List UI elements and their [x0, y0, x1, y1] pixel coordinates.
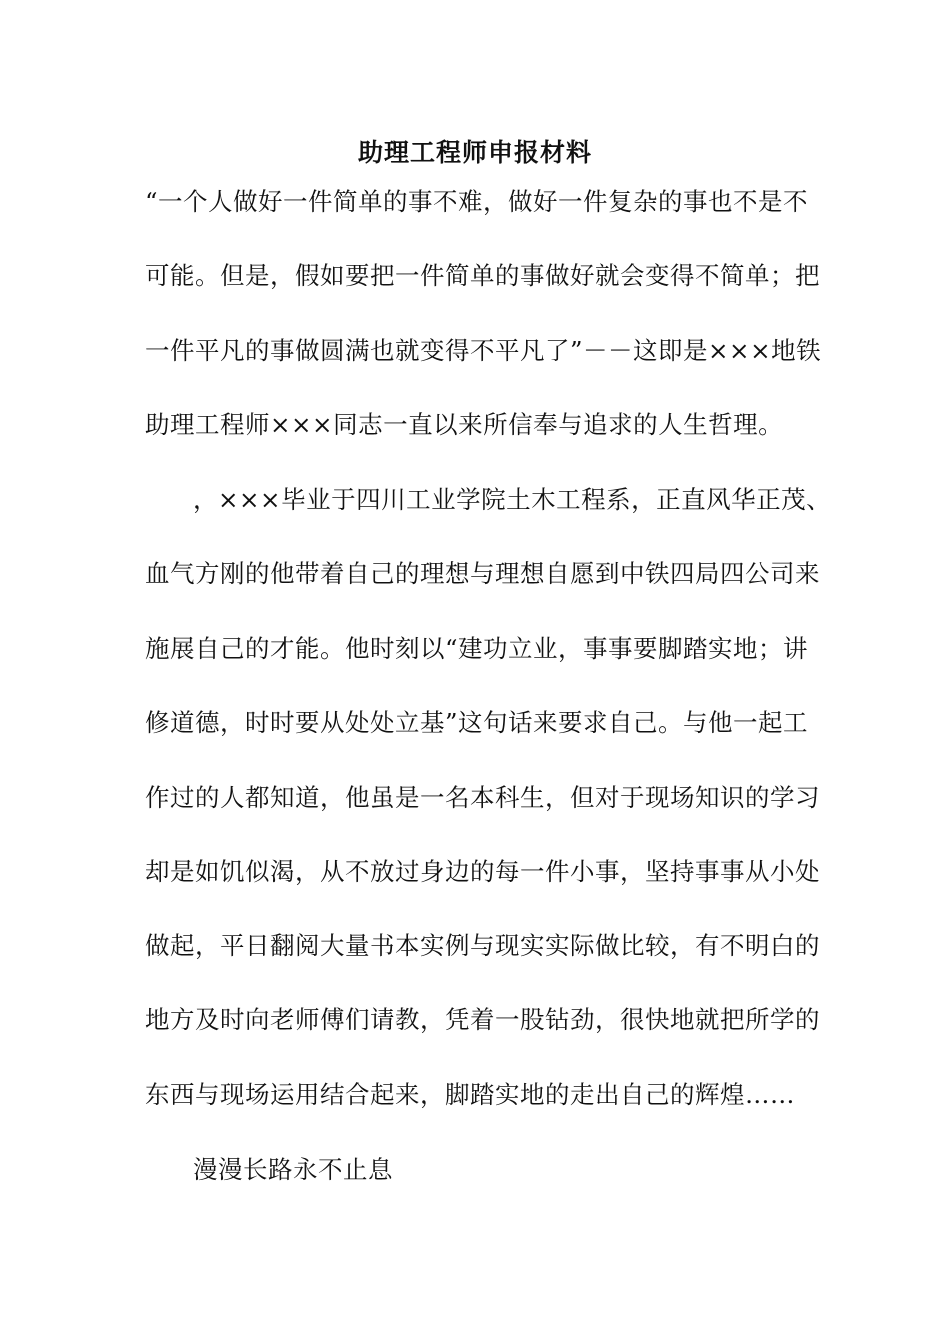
section-heading: 漫漫长路永不止息	[193, 1155, 393, 1184]
paragraph-2-line-8: 地方及时向老师傅们请教，凭着一股钻劲，很快地就把所学的	[145, 1005, 820, 1034]
paragraph-2-line-9: 东西与现场运用结合起来，脚踏实地的走出自己的辉煌……	[145, 1080, 795, 1109]
paragraph-1-line-2: 可能。但是，假如要把一件简单的事做好就会变得不简单；把	[145, 261, 820, 290]
paragraph-1-line-4: 助理工程师×××同志一直以来所信奉与追求的人生哲理。	[145, 410, 784, 439]
paragraph-1-line-1: “一个人做好一件简单的事不难，做好一件复杂的事也不是不	[145, 187, 809, 216]
paragraph-2-line-7: 做起，平日翻阅大量书本实例与现实实际做比较，有不明白的	[145, 931, 820, 960]
paragraph-2-line-4: 修道德，时时要从处处立基”这句话来要求自己。与他一起工	[145, 708, 809, 737]
paragraph-2-line-5: 作过的人都知道，他虽是一名本科生，但对于现场知识的学习	[145, 783, 820, 812]
paragraph-2-line-6: 却是如饥似渴，从不放过身边的每一件小事，坚持事事从小处	[145, 857, 820, 886]
paragraph-2-line-1: ，×××毕业于四川工业学院土木工程系，正直风华正茂、	[193, 485, 832, 514]
paragraph-2-line-2: 血气方刚的他带着自己的理想与理想自愿到中铁四局四公司来	[145, 559, 820, 588]
document-title: 助理工程师申报材料	[357, 138, 592, 167]
paragraph-2-line-3: 施展自己的才能。他时刻以“建功立业，事事要脚踏实地；讲	[145, 634, 809, 663]
paragraph-1-line-3: 一件平凡的事做圆满也就变得不平凡了”－－这即是×××地铁	[145, 336, 822, 365]
